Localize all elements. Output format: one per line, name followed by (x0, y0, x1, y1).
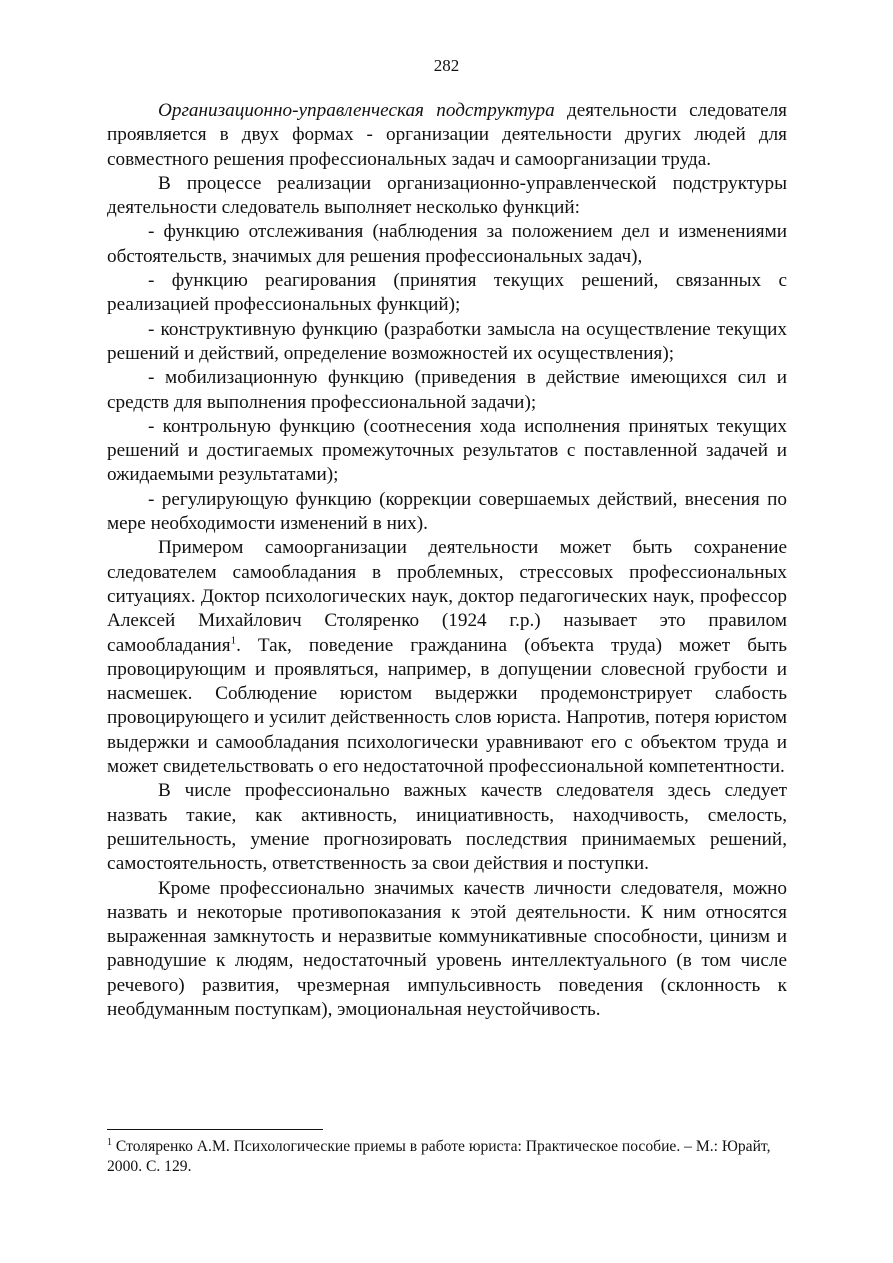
paragraph-structure-intro (107, 99, 787, 172)
list-item-control-function: - контрольную функцию (соотнесения хода исполнения принятых текущих решений и достигаемых промежуточных результатов с поставленной задачей и ожидаемыми результатами); (107, 415, 787, 486)
italic-term: Организационно-управленческая подструктура (158, 100, 555, 121)
list-item-mobilization-function: - мобилизационную функцию (приведения в действие имеющихся сил и средств для выполнения профессиональной задачи); (107, 367, 787, 413)
list-item-constructive-function: - конструктивную функцию (разработки замысла на осуществление текущих решений и действий, определение возможностей их осуществления); (107, 318, 787, 364)
list-item-reaction-function: - функцию реагирования (принятия текущих решений, связанных с реализацией профессиональных функций); (107, 270, 787, 316)
footnote-reference: 1 (230, 634, 237, 647)
list-item-regulating-function: - регулирующую функцию (коррекции совершаемых действий, внесения по мере необходимости изменений в них). (107, 488, 787, 535)
body-text (107, 99, 787, 1022)
footnote-text: Столяренко А.М. Психологические приемы в работе юриста: Практическое пособие. – М.: Юрайт, 2000. С. 129. (107, 1138, 771, 1175)
page-number: 282 (433, 56, 460, 75)
paragraph-functions-intro: В процессе реализации организационно-управленческой подструктуры деятельности следователь выполняет несколько функций: (107, 172, 787, 219)
paragraph-self-control (107, 536, 787, 779)
paragraph-text: . Так, поведение гражданина (объекта труда) может быть провоцирующим и проявляться, например, в допущении словесной грубости и насмешек. Соблюдение юристом выдержки продемонстрирует слабость провоцирующего и усилит действенность слов юриста. Напротив, потеря юристом выдержки и самообладания психологически уравнивают его с объектом труда и может свидетельствовать о его недостаточной профессиональной компетентности. (107, 634, 787, 778)
paragraph-text: деятельности следователя проявляется в двух формах - организации деятельности других людей для совместного решения профессиональных задач и самоорганизации труда. (107, 100, 787, 170)
paragraph-contraindications: Кроме профессионально значимых качеств личности следователя, можно назвать и некоторые противопоказания к этой деятельности. К ним относятся выраженная замкнутость и неразвитые коммуникативные способности, цинизм и равнодушие к людям, недостаточный уровень интеллектуального (в том числе речевого) развития, чрезмерная импульсивность поведения (склонность к необдуманным поступкам), эмоциональная неустойчивость. (107, 877, 787, 1020)
footnote-separator (107, 1129, 323, 1130)
footnote (107, 1137, 787, 1177)
paragraph-important-qualities: В числе профессионально важных качеств следователя здесь следует назвать такие, как активность, инициативность, находчивость, смелость, решительность, умение прогнозировать последствия принимаемых решений, самостоятельность, ответственность за свои действия и поступки. (107, 780, 787, 875)
paragraph-text: Примером самоорганизации деятельности может быть сохранение следователем самообладания в проблемных, стрессовых профессиональных ситуациях. Доктор психологических наук, доктор педагогических наук, профессор Алексей Михайлович Столяренко (1924 г.р.) называет это правилом самообладания (107, 537, 787, 656)
footnote-mark: 1 (107, 1136, 112, 1148)
list-item-tracking-function: - функцию отслеживания (наблюдения за положением дел и изменениями обстоятельств, значимых для решения профессиональных задач), (107, 221, 787, 267)
